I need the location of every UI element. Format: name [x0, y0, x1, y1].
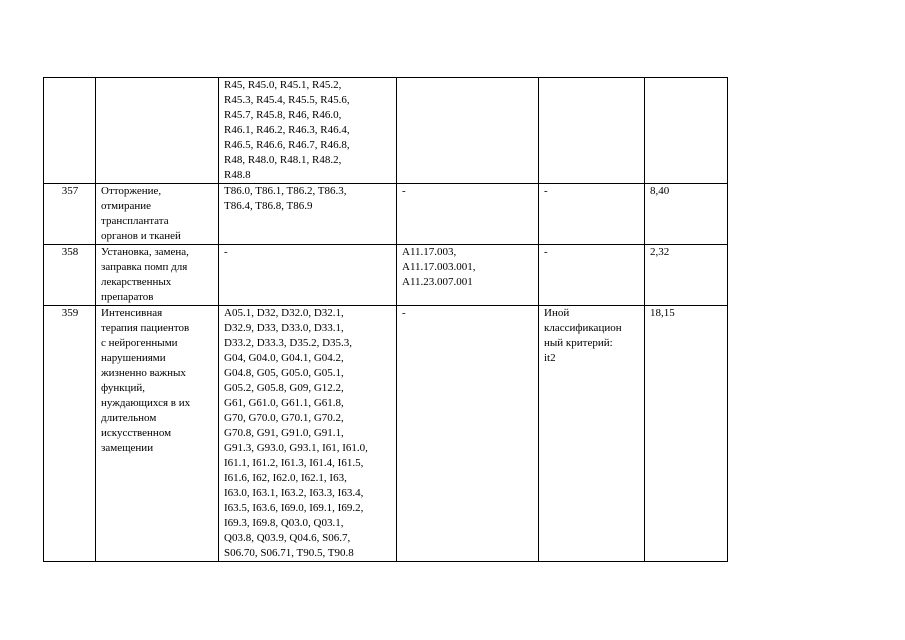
tariff-table [43, 77, 728, 562]
row-criteria: - [539, 245, 645, 306]
row-services: A11.17.003, A11.17.003.001, A11.23.007.001 [397, 245, 539, 306]
row-services: - [397, 306, 539, 562]
row-criteria: Иной классификацион ный критерий: it2 [539, 306, 645, 562]
row-number [44, 78, 96, 184]
row-codes: A05.1, D32, D32.0, D32.1, D32.9, D33, D33.0, D33.1, D33.2, D33.3, D35.2, D35.3, G04, G04.0, G04.1, G04.2, G04.8, G05, G05.0, G05.1, G05.2, G05.8, G09, G12.2, G61, G61.0, G61.1, G61.8, G70, G70.0, G70.1, G70.2, G70.8, G91, G91.0, G91.1, G91.3, G93.0, G93.1, I61, I61.0, I61.1, I61.2, I61.3, I61.4, I61.5, I61.6, I62, I62.0, I62.1, I63, I63.0, I63.1, I63.2, I63.3, I63.4, I63.5, I63.6, I69.0, I69.1, I69.2, I69.3, I69.8, Q03.0, Q03.1, Q03.8, Q03.9, Q04.6, S06.7, S06.70, S06.71, T90.5, T90.8 [219, 306, 397, 562]
table-row [44, 184, 728, 245]
row-name: Интенсивная терапия пациентов с нейрогенными нарушениями жизненно важных функций, нуждающихся в их длительном искусственном замещении [96, 306, 219, 562]
row-codes: R45, R45.0, R45.1, R45.2, R45.3, R45.4, R45.5, R45.6, R45.7, R45.8, R46, R46.0, R46.1, R46.2, R46.3, R46.4, R46.5, R46.6, R46.7, R46.8, R48, R48.0, R48.1, R48.2, R48.8 [219, 78, 397, 184]
row-name: Установка, замена, заправка помп для лекарственных препаратов [96, 245, 219, 306]
row-services [397, 78, 539, 184]
row-services: - [397, 184, 539, 245]
table-row [44, 245, 728, 306]
table-row [44, 306, 728, 562]
row-number: 358 [44, 245, 96, 306]
row-codes: T86.0, T86.1, T86.2, T86.3, T86.4, T86.8, T86.9 [219, 184, 397, 245]
row-criteria [539, 78, 645, 184]
row-coefficient [645, 78, 728, 184]
row-name: Отторжение, отмирание трансплантата органов и тканей [96, 184, 219, 245]
row-codes: - [219, 245, 397, 306]
row-coefficient: 2,32 [645, 245, 728, 306]
row-number: 357 [44, 184, 96, 245]
table-row [44, 78, 728, 184]
row-coefficient: 18,15 [645, 306, 728, 562]
row-criteria: - [539, 184, 645, 245]
row-coefficient: 8,40 [645, 184, 728, 245]
row-name [96, 78, 219, 184]
row-number: 359 [44, 306, 96, 562]
